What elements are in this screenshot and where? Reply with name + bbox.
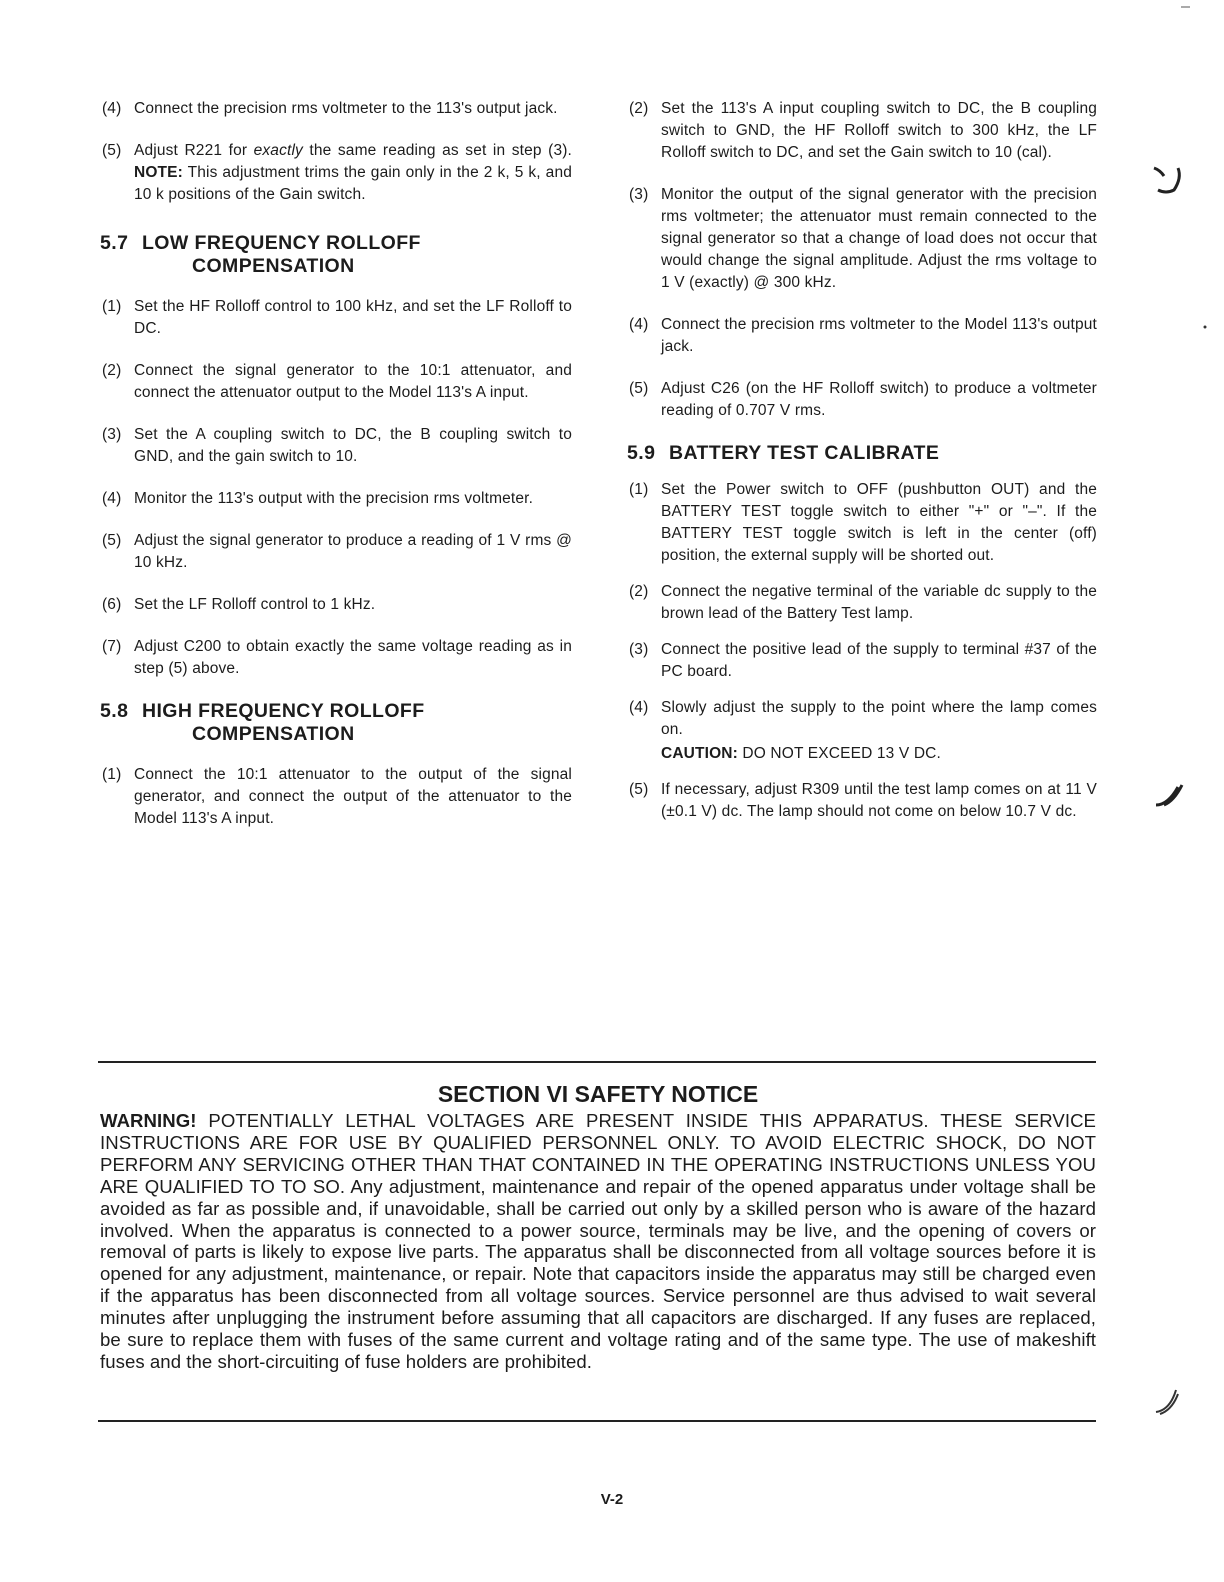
step-text: Connect the precision rms voltmeter to the 113's output jack. xyxy=(134,100,558,117)
caution-label: CAUTION: xyxy=(661,745,738,762)
step-text: Set the Power switch to OFF (pushbutton OUT) and the BATTERY TEST toggle switch to either "+" or "–". If the BATTERY TEST toggle switch is left in the center (off) position, the external supply will be shorted out. xyxy=(661,481,1097,564)
step-text: Connect the signal generator to the 10:1 attenuator, and connect the attenuator output to the Model 113's A input. xyxy=(134,362,572,401)
caution-text: DO NOT EXCEED 13 V DC. xyxy=(737,745,941,762)
section-title xyxy=(142,232,421,278)
step-5-7-4 xyxy=(100,488,572,510)
step-5-7-6 xyxy=(100,594,572,616)
step-text: Slowly adjust the supply to the point where the lamp comes on. xyxy=(661,699,1097,738)
step-number: (4) xyxy=(629,316,649,333)
step-text: Connect the positive lead of the supply to terminal #37 of the PC board. xyxy=(661,641,1097,680)
step-5-8-2 xyxy=(627,98,1097,164)
step-number: (1) xyxy=(102,298,122,315)
step-text: Connect the precision rms voltmeter to the Model 113's output jack. xyxy=(661,316,1097,355)
step-number: (4) xyxy=(102,490,122,507)
section-title-line-2: COMPENSATION xyxy=(192,255,355,277)
step-text-part: This adjustment trims the gain only in the 2 k, 5 k, and 10 k positions of the Gain switch. xyxy=(134,164,572,203)
section-title-line-1: HIGH FREQUENCY ROLLOFF xyxy=(142,700,425,722)
step-text: Adjust C26 (on the HF Rolloff switch) to produce a voltmeter reading of 0.707 V rms. xyxy=(661,380,1097,419)
step-number: (2) xyxy=(629,583,649,600)
step-number: (4) xyxy=(102,100,122,117)
right-column xyxy=(627,98,1097,843)
emphasis-text: exactly xyxy=(253,142,303,159)
step-number: (5) xyxy=(629,781,649,798)
section-number: 5.8 xyxy=(100,700,129,722)
scan-mark-icon xyxy=(1180,4,1192,10)
step-number: (2) xyxy=(629,100,649,117)
step-text: Adjust the signal generator to produce a reading of 1 V rms @ 10 kHz. xyxy=(134,532,572,571)
step-text: Monitor the 113's output with the precision rms voltmeter. xyxy=(134,490,534,507)
section-5-7-heading xyxy=(100,232,572,278)
step-5-7-2 xyxy=(100,360,572,404)
step-number: (5) xyxy=(102,142,122,159)
section-title xyxy=(142,700,425,746)
section-5-8-heading xyxy=(100,700,572,746)
section-title-line-1: LOW FREQUENCY ROLLOFF xyxy=(142,232,421,254)
step-5-9-2 xyxy=(627,581,1097,625)
step-text xyxy=(134,140,572,206)
step-text-part: Adjust R221 for xyxy=(134,142,254,159)
page-number: V-2 xyxy=(600,1491,624,1508)
step-5-8-1 xyxy=(100,764,572,830)
step-number: (3) xyxy=(629,186,649,203)
step-5-9-4 xyxy=(627,697,1097,765)
step-number: (4) xyxy=(629,699,649,716)
step-number: (1) xyxy=(102,766,122,783)
safety-notice-body xyxy=(100,1110,1096,1373)
scan-mark-icon xyxy=(1148,1380,1188,1420)
section-title: BATTERY TEST CALIBRATE xyxy=(669,442,940,464)
safety-notice-text: POTENTIALLY LETHAL VOLTAGES ARE PRESENT INSIDE THIS APPARATUS. THESE SERVICE INSTRUCTIONS ARE FOR USE BY QUALIFIED PERSONNEL ONLY. TO AVOID ELECTRIC SHOCK, DO NOT PERFORM ANY SERVICING OTHER THAN THAT CONTAINED IN THE OPERATING INSTRUCTIONS UNLESS YOU ARE QUALIFIED TO TO SO. Any adjustment, maintenance and repair of the opened apparatus under voltage shall be avoided as far as possible and, if unavoidable, shall be carried out only by a skilled person who is aware of the hazard involved. When the apparatus is connected to a power source, terminals may be live, and the opening of covers or removal of parts is likely to expose live parts. The apparatus shall be disconnected from all voltage sources before it is opened for any adjustment, maintenance, or repair. Note that capacitors inside the apparatus may still be charged even if the apparatus has been disconnected from all voltage sources. Service personnel are thus advised to wait several minutes after unplugging the instrument before assuming that all capacitors are discharged. If any fuses are replaced, be sure to replace them with fuses of the same current and voltage rating and of the same type. The use of makeshift fuses and the short-circuiting of fuse holders are prohibited. xyxy=(100,1110,1096,1372)
step-5-7-3 xyxy=(100,424,572,468)
step-5-7-7 xyxy=(100,636,572,680)
step-text: Adjust C200 to obtain exactly the same voltage reading as in step (5) above. xyxy=(134,638,572,677)
section-title-line-2: COMPENSATION xyxy=(192,723,355,745)
step-number: (7) xyxy=(102,638,122,655)
step-text: If necessary, adjust R309 until the test lamp comes on at 11 V (±0.1 V) dc. The lamp should not come on below 10.7 V dc. xyxy=(661,781,1097,820)
section-number: 5.9 xyxy=(627,442,656,464)
safety-notice-title: SECTION VI SAFETY NOTICE xyxy=(437,1081,759,1107)
step-5-6-5 xyxy=(100,140,572,206)
step-text: Connect the 10:1 attenuator to the output of the signal generator, and connect the output of the attenuator to the Model 113's A input. xyxy=(134,766,572,827)
step-number: (2) xyxy=(102,362,122,379)
step-text: Monitor the output of the signal generator with the precision rms voltmeter; the attenuator must remain connected to the signal generator so that a change of load does not occur that would change the signal amplitude. Adjust the rms voltage to 1 V (exactly) @ 300 kHz. xyxy=(661,186,1097,291)
warning-label: WARNING! xyxy=(100,1110,197,1131)
step-5-9-1 xyxy=(627,479,1097,567)
step-text: Set the 113's A input coupling switch to DC, the B coupling switch to GND, the HF Rolloff switch to 300 kHz, the LF Rolloff switch to DC, and set the Gain switch to 10 (cal). xyxy=(661,100,1097,161)
step-number: (5) xyxy=(629,380,649,397)
step-number: (5) xyxy=(102,532,122,549)
step-number: (3) xyxy=(102,426,122,443)
divider-top xyxy=(98,1061,1096,1063)
step-5-6-4 xyxy=(100,98,572,120)
step-text: Set the LF Rolloff control to 1 kHz. xyxy=(134,596,376,613)
caution-line xyxy=(661,743,1097,765)
divider-bottom xyxy=(98,1420,1096,1422)
step-number: (1) xyxy=(629,481,649,498)
step-text-part: the same reading as set in step (3). xyxy=(302,142,572,159)
step-5-8-5 xyxy=(627,378,1097,422)
step-5-8-3 xyxy=(627,184,1097,294)
note-label: NOTE: xyxy=(134,164,183,181)
section-number: 5.7 xyxy=(100,232,129,254)
step-5-7-5 xyxy=(100,530,572,574)
step-number: (6) xyxy=(102,596,122,613)
left-column xyxy=(100,98,572,850)
step-5-7-1 xyxy=(100,296,572,340)
step-text: Set the HF Rolloff control to 100 kHz, and set the LF Rolloff to DC. xyxy=(134,298,572,337)
scan-mark-icon xyxy=(1148,160,1188,200)
step-text: Set the A coupling switch to DC, the B coupling switch to GND, and the gain switch to 10. xyxy=(134,426,572,465)
scan-mark-icon xyxy=(1148,775,1188,815)
step-5-8-4 xyxy=(627,314,1097,358)
step-5-9-3 xyxy=(627,639,1097,683)
section-5-9-heading xyxy=(627,442,1097,465)
step-number: (3) xyxy=(629,641,649,658)
step-5-9-5 xyxy=(627,779,1097,823)
safety-notice xyxy=(100,1079,1096,1373)
scan-dot-icon xyxy=(1202,324,1208,330)
step-text: Connect the negative terminal of the variable dc supply to the brown lead of the Battery Test lamp. xyxy=(661,583,1097,622)
